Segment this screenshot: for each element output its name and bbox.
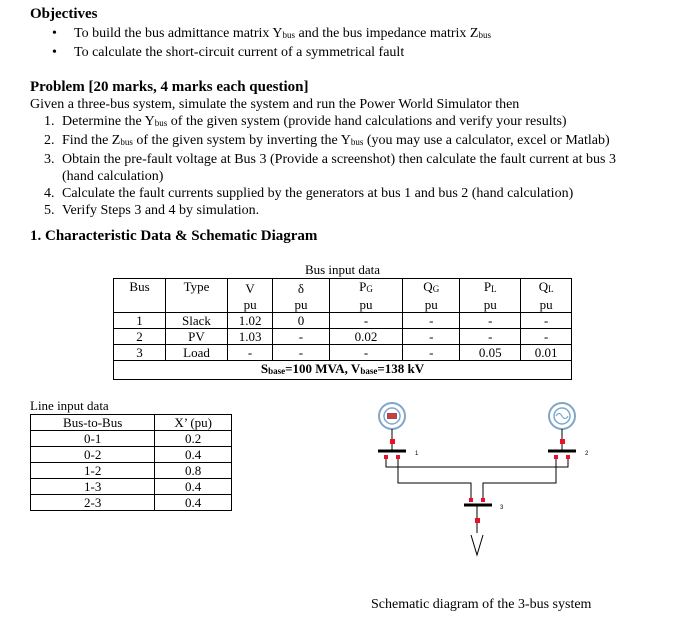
line-table-title: Line input data — [30, 398, 109, 413]
header-type: Type — [166, 279, 228, 298]
table-row: 2 PV 1.03 - 0.02 - - - — [114, 329, 572, 345]
task-item: 1. Determine the $Y_{bus}$ of the given system (provide hand calculations and verify your results) — [44, 114, 567, 129]
load-arrow-icon — [471, 535, 483, 555]
bus-input-table — [113, 262, 572, 380]
line-input-table — [30, 398, 232, 511]
table-row: 3 Load - - - - 0.05 0.01 — [114, 345, 572, 361]
bus-table-header — [114, 279, 572, 298]
table-row: 1-3 0.4 — [31, 479, 232, 495]
task-item: 5. Verify Steps 3 and 4 by simulation. — [44, 203, 260, 218]
breaker-icon — [560, 439, 565, 444]
table-row: 1-2 0.8 — [31, 463, 232, 479]
header-bus: Bus — [114, 279, 166, 298]
header-delta: δ — [273, 279, 330, 298]
header-pl: $P_L$ — [460, 279, 521, 298]
objectives-list — [44, 25, 491, 61]
header-qg: $Q_G$ — [403, 279, 460, 298]
objective-item: • To calculate the short-circuit current of a symmetrical fault — [44, 44, 491, 61]
table-row: 2-3 0.4 — [31, 495, 232, 511]
bus-table-units: pu pu pu pu pu pu — [114, 297, 572, 313]
task-item: 4. Calculate the fault currents supplied by the generators at bus 1 and bus 2 (hand calculation) — [44, 186, 574, 201]
task-item: 2. Find the $Z_{bus}$ of the given system by inverting the $Y_{bus}$ (you may use a calculator, excel or Matlab) — [44, 133, 610, 148]
table-row: 1 Slack 1.02 0 - - - - — [114, 313, 572, 329]
problem-intro: Given a three-bus system, simulate the system and run the Power World Simulator then — [30, 97, 520, 112]
table-row: 0-2 0.4 — [31, 447, 232, 463]
problem-heading: Problem [20 marks, 4 marks each question] — [30, 79, 309, 95]
bus-3-label: 3 — [500, 505, 504, 511]
generator-2-icon — [549, 403, 575, 429]
table-row: 0-1 0.2 — [31, 431, 232, 447]
generator-1-icon — [379, 403, 405, 429]
header-v: V — [227, 279, 272, 298]
bus-table-title: Bus input data — [304, 262, 381, 277]
task-item: 3. Obtain the pre-fault voltage at Bus 3 (Provide a screenshot) then calculate the fault current at bus 3 (hand calculation) — [44, 152, 616, 184]
header-pg: $P_G$ — [329, 279, 403, 298]
schematic-diagram — [360, 395, 610, 580]
objective-item: • To build the bus admittance matrix $Y_{bus}$ and the bus impedance matrix $Z_{bus}$ — [44, 25, 491, 44]
breaker-icon — [390, 439, 395, 444]
schematic-caption: Schematic diagram of the 3-bus system — [371, 597, 592, 612]
breaker-icon — [475, 518, 480, 523]
objectives-heading: Objectives — [30, 6, 98, 22]
task-list — [44, 113, 684, 219]
line-table-header: Bus-to-Bus X’ (pu) — [31, 415, 232, 431]
bus-1-label: 1 — [415, 451, 419, 457]
section1-heading: 1. Characteristic Data & Schematic Diagram — [30, 228, 318, 244]
header-ql: $Q_L$ — [521, 279, 572, 298]
bus-table-footer: $S_{base}=100$ MVA, $V_{base}=138$ kV — [114, 361, 572, 380]
bus-2-label: 2 — [585, 451, 589, 457]
